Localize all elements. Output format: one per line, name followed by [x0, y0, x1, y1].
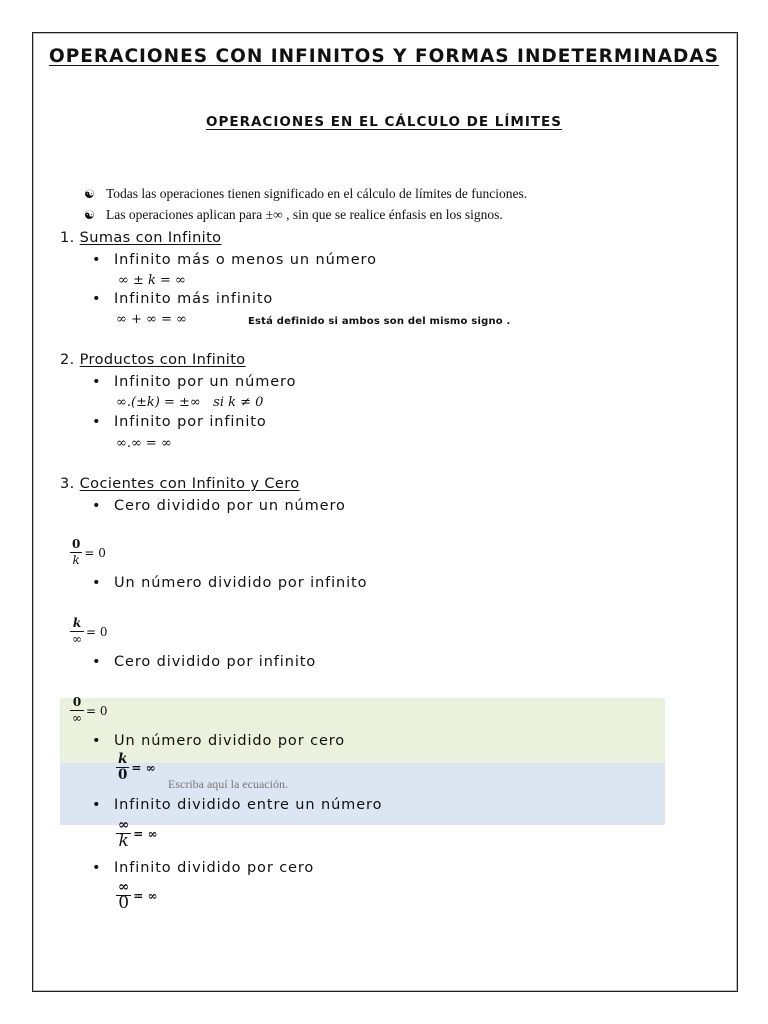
equation-placeholder[interactable]: Escriba aquí la ecuación. — [168, 777, 288, 791]
formula-note: Está definido si ambos son del mismo signo . — [248, 316, 511, 327]
formula: ∞ ± k = ∞ — [118, 273, 186, 288]
list-item: • Infinito por un número — [92, 374, 297, 390]
formula: ∞.(±k) = ±∞ si k ≠ 0 — [116, 395, 264, 410]
fraction-formula: $\frac{\infty}{0}$ = ∞ — [118, 879, 158, 913]
formula: ∞.∞ = ∞ — [116, 436, 172, 451]
document-subtitle: OPERACIONES EN EL CÁLCULO DE LÍMITES — [205, 114, 563, 130]
yin-yang-bullet-icon: ☯ — [84, 208, 95, 222]
yin-yang-bullet-icon: ☯ — [84, 187, 95, 201]
list-item: • Infinito más o menos un número — [92, 252, 377, 268]
list-item: • Infinito dividido entre un número — [92, 797, 383, 813]
list-item: • Cero dividido por infinito — [92, 654, 317, 670]
formula: ∞ + ∞ = ∞ — [116, 312, 187, 327]
section-2-heading: 2. Productos con Infinito — [60, 352, 246, 368]
fraction-formula: $\frac{\infty}{k}$ = ∞ — [118, 817, 158, 851]
intro-line-1: ☯ Todas las operaciones tienen significado en el cálculo de límites de funciones. — [84, 186, 528, 201]
list-item: • Un número dividido por infinito — [92, 575, 368, 591]
intro-line-2: ☯ Las operaciones aplican para ±∞ , sin que se realice énfasis en los signos. — [84, 207, 503, 222]
fraction-formula: $\frac{k}{0}$ = ∞ — [118, 751, 156, 783]
fraction-formula: $\frac{0}{\infty}$ = 0 — [72, 695, 108, 725]
list-item: • Infinito dividido por cero — [92, 860, 315, 876]
section-1-heading: 1. Sumas con Infinito — [60, 230, 222, 246]
list-item: • Un número dividido por cero — [92, 733, 346, 749]
list-item: • Infinito más infinito — [92, 291, 274, 307]
document-title: OPERACIONES CON INFINITOS Y FORMAS INDETERMINADAS — [48, 46, 720, 67]
fraction-formula: $\frac{k}{\infty}$ = 0 — [72, 616, 108, 646]
fraction-formula: $\frac{0}{k}$ = 0 — [72, 537, 106, 567]
list-item: • Infinito por infinito — [92, 414, 267, 430]
section-3-heading: 3. Cocientes con Infinito y Cero — [60, 476, 300, 492]
list-item: • Cero dividido por un número — [92, 498, 346, 514]
